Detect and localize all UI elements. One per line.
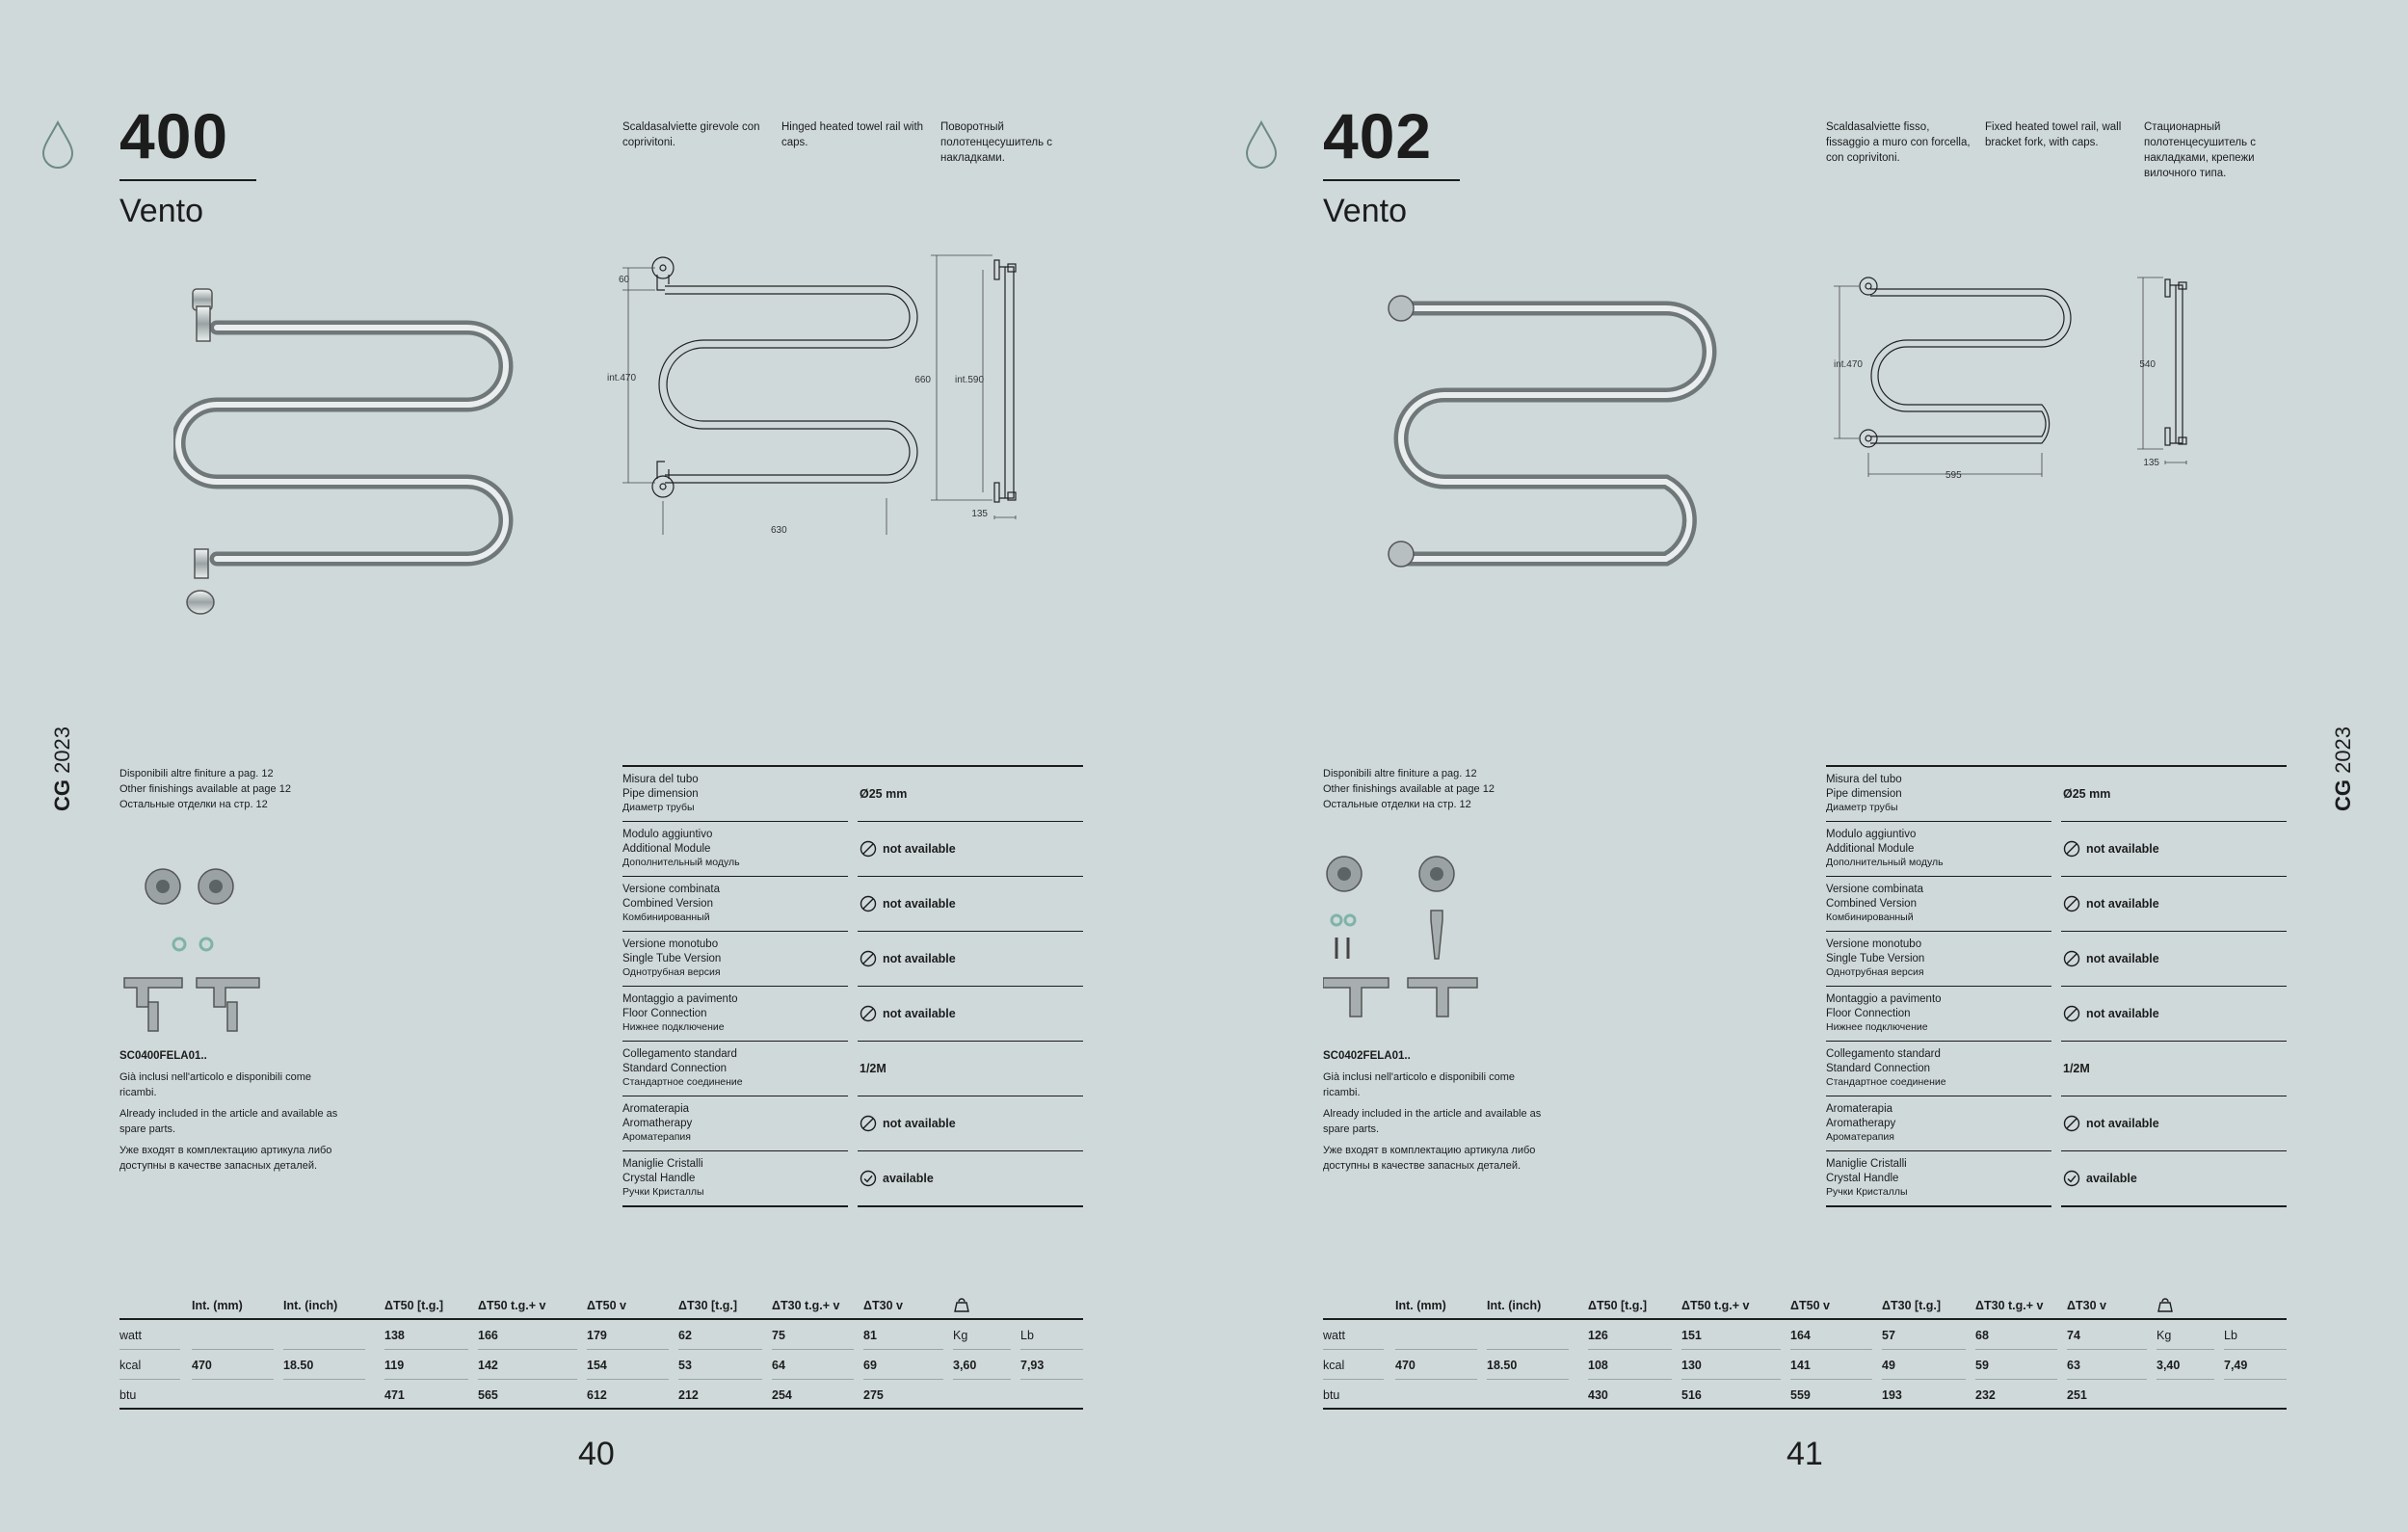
spec-value: not available [2063, 987, 2159, 1041]
table-cell: 193 [1882, 1388, 1902, 1402]
table-bottom-rule [1323, 1408, 2287, 1410]
spare-code: SC0400FELA01.. [119, 1050, 207, 1062]
spare-parts-note: Già inclusi nell'articolo e disponibili come ricambi. Already included in the article and available as spare parts. Уже входят в комплектацию артикула либо доступны в качестве запасных деталей. [1323, 1071, 1542, 1172]
table-header: ΔT30 v [2067, 1299, 2106, 1312]
technical-drawing [1801, 260, 2254, 491]
table-header: ΔT30 t.g.+ v [772, 1299, 840, 1312]
spare-code: SC0402FELA01.. [1323, 1050, 1411, 1062]
table-cell: 166 [478, 1329, 498, 1342]
row-label: kcal [119, 1359, 142, 1372]
product-photo [1377, 279, 1733, 578]
not-available-icon [860, 1115, 877, 1132]
table-cell: 68 [1975, 1329, 1989, 1342]
spec-label: Maniglie Cristalli Crystal Handle Ручки Кристаллы [1826, 1158, 1908, 1198]
description-en: Fixed heated towel rail, wall bracket fork, with caps. [1985, 121, 2122, 148]
dimension-height: 660 [914, 375, 931, 385]
dimension-depth: 135 [2143, 458, 2159, 468]
description-ru: Поворотный полотенцесушитель с накладками. [940, 121, 1053, 164]
table-cell: 612 [587, 1388, 607, 1402]
table-cell: 62 [678, 1329, 692, 1342]
spec-value: not available [860, 932, 956, 986]
description-it: Scaldasalviette fisso, fissaggio a muro con forcella, con coprivitoni. [1826, 121, 1971, 164]
spec-row [1826, 821, 2287, 876]
table-cell: 430 [1588, 1388, 1608, 1402]
table-cell: 212 [678, 1388, 699, 1402]
spec-value: not available [2063, 822, 2159, 876]
spec-value: 1/2M [860, 1062, 886, 1075]
row-label: watt [1323, 1329, 1345, 1342]
row-label: btu [119, 1388, 137, 1402]
table-cell: 108 [1588, 1359, 1608, 1372]
table-header: Int. (inch) [283, 1299, 338, 1312]
dimension-inner-height: int.470 [1833, 359, 1863, 370]
table-header: ΔT30 [t.g.] [678, 1299, 738, 1312]
spec-row [622, 767, 1083, 821]
dimension-width: 595 [1945, 470, 1962, 481]
spec-label: Versione combinata Combined Version Комбинированный [1826, 884, 1924, 923]
table-cell: 7,93 [1020, 1359, 1045, 1372]
page-number: 40 [578, 1436, 615, 1472]
row-label: kcal [1323, 1359, 1345, 1372]
spec-row [1826, 1096, 2287, 1150]
spec-value: 1/2M [2063, 1062, 2090, 1075]
table-header: Int. (inch) [1487, 1299, 1542, 1312]
table-cell: 470 [1395, 1359, 1416, 1372]
spec-row [622, 821, 1083, 876]
dimension-inner-height: int.470 [607, 373, 637, 383]
model-number: 400 [119, 100, 229, 172]
spec-row [622, 1096, 1083, 1150]
not-available-icon [2063, 950, 2080, 967]
table-cell: 7,49 [2224, 1359, 2248, 1372]
dimension-width: 630 [771, 525, 787, 535]
table-header: ΔT30 t.g.+ v [1975, 1299, 2044, 1312]
table-cell: 81 [863, 1329, 877, 1342]
table-cell: 3,40 [2157, 1359, 2181, 1372]
weight-icon [953, 1296, 970, 1313]
table-cell: 69 [863, 1359, 877, 1372]
table-row [119, 1380, 1083, 1410]
spec-label: Versione monotubo Single Tube Version Однотрубная версия [622, 938, 722, 978]
table-header: ΔT50 v [587, 1299, 626, 1312]
description-ru: Стационарный полотенцесушитель с накладками, крепежи вилочного типа. [2144, 121, 2257, 179]
description-en: Hinged heated towel rail with caps. [781, 121, 924, 148]
catalog-page-right [1204, 0, 2407, 1532]
not-available-icon [860, 950, 877, 967]
table-cell: 57 [1882, 1329, 1895, 1342]
spec-row [622, 876, 1083, 931]
table-cell: 126 [1588, 1329, 1608, 1342]
description-it: Scaldasalviette girevole con coprivitoni. [622, 121, 760, 148]
spec-value: Ø25 mm [2063, 787, 2111, 801]
title-divider [1323, 179, 1460, 181]
not-available-icon [2063, 1005, 2080, 1022]
spec-row [622, 1150, 1083, 1205]
spare-parts-note: Già inclusi nell'articolo e disponibili come ricambi. Already included in the article and available as spare parts. Уже входят в комплектацию артикула либо доступны в качестве запасных деталей. [119, 1071, 338, 1172]
weight-unit: Lb [1020, 1329, 1034, 1342]
table-cell: 75 [772, 1329, 785, 1342]
spec-label: Misura del tubo Pipe dimension Диаметр трубы [1826, 774, 1902, 813]
table-cell: 516 [1681, 1388, 1702, 1402]
spec-table [622, 765, 1083, 1207]
brand-year-label: CG 2023 [50, 726, 74, 811]
spec-value: not available [860, 877, 956, 931]
weight-unit: Lb [2224, 1329, 2237, 1342]
table-cell: 119 [384, 1359, 405, 1372]
table-cell: 254 [772, 1388, 792, 1402]
spec-label: Montaggio a pavimento Floor Connection Нижнее подключение [1826, 993, 1942, 1033]
spec-value: available [860, 1151, 934, 1205]
table-row [1323, 1350, 2287, 1380]
dimension-depth: 135 [971, 509, 988, 519]
water-drop-icon [40, 119, 75, 170]
technical-drawing [597, 246, 1050, 535]
spec-label: Collegamento standard Standard Connection Стандартное соединение [1826, 1048, 1946, 1088]
spec-value: not available [2063, 1096, 2159, 1150]
spec-label: Montaggio a pavimento Floor Connection Нижнее подключение [622, 993, 738, 1033]
table-cell: 251 [2067, 1388, 2087, 1402]
table-cell: 565 [478, 1388, 498, 1402]
table-header: ΔT50 v [1790, 1299, 1830, 1312]
table-header: ΔT50 [t.g.] [1588, 1299, 1648, 1312]
model-name: Vento [119, 193, 203, 229]
spare-parts-image [1323, 853, 1545, 1036]
table-row [1323, 1380, 2287, 1410]
table-cell: 59 [1975, 1359, 1989, 1372]
table-cell: 164 [1790, 1329, 1811, 1342]
not-available-icon [860, 895, 877, 912]
spec-label: Versione monotubo Single Tube Version Однотрубная версия [1826, 938, 1925, 978]
table-cell: 232 [1975, 1388, 1996, 1402]
table-header: ΔT50 t.g.+ v [1681, 1299, 1750, 1312]
water-drop-icon [1244, 119, 1279, 170]
table-cell: 470 [192, 1359, 212, 1372]
spec-value: not available [860, 987, 956, 1041]
available-icon [860, 1170, 877, 1187]
table-cell: 74 [2067, 1329, 2080, 1342]
weight-unit: Kg [953, 1329, 968, 1342]
row-label: watt [119, 1329, 142, 1342]
spec-row [622, 931, 1083, 986]
spare-parts-image [119, 853, 341, 1036]
table-cell: 151 [1681, 1329, 1702, 1342]
table-row [119, 1350, 1083, 1380]
dimension-top-offset: 60 [619, 275, 630, 285]
spec-row [1826, 876, 2287, 931]
table-cell: 142 [478, 1359, 498, 1372]
table-cell: 18.50 [283, 1359, 314, 1372]
spec-value: available [2063, 1151, 2137, 1205]
spec-value: not available [860, 822, 956, 876]
dimension-inner-height-side: int.590 [955, 375, 985, 385]
product-photo [173, 270, 530, 626]
spec-label: Maniglie Cristalli Crystal Handle Ручки Кристаллы [622, 1158, 704, 1198]
spec-row [1826, 767, 2287, 821]
model-number: 402 [1323, 100, 1433, 172]
table-cell: 559 [1790, 1388, 1811, 1402]
table-cell: 63 [2067, 1359, 2080, 1372]
finish-note: Disponibili altre finiture a pag. 12 Other finishings available at page 12 Остальные отделки на стр. 12 [119, 768, 291, 810]
table-row [1323, 1320, 2287, 1350]
table-header: Int. (mm) [1395, 1299, 1446, 1312]
available-icon [2063, 1170, 2080, 1187]
table-header: ΔT50 [t.g.] [384, 1299, 444, 1312]
table-row [119, 1320, 1083, 1350]
spec-row [1826, 931, 2287, 986]
spec-row [622, 1041, 1083, 1096]
spec-row [1826, 1041, 2287, 1096]
not-available-icon [2063, 840, 2080, 858]
dimension-height: 540 [2139, 359, 2156, 370]
title-divider [119, 179, 256, 181]
spec-row [1826, 1150, 2287, 1205]
table-header: Int. (mm) [192, 1299, 243, 1312]
table-cell: 141 [1790, 1359, 1811, 1372]
page-number: 41 [1786, 1436, 1823, 1472]
table-cell: 3,60 [953, 1359, 977, 1372]
table-header: ΔT50 t.g.+ v [478, 1299, 546, 1312]
model-name: Vento [1323, 193, 1407, 229]
spec-value: Ø25 mm [860, 787, 908, 801]
not-available-icon [2063, 895, 2080, 912]
table-header: ΔT30 [t.g.] [1882, 1299, 1942, 1312]
table-cell: 138 [384, 1329, 405, 1342]
table-cell: 130 [1681, 1359, 1702, 1372]
finish-note: Disponibili altre finiture a pag. 12 Other finishings available at page 12 Остальные отделки на стр. 12 [1323, 768, 1495, 810]
spec-label: Collegamento standard Standard Connection Стандартное соединение [622, 1048, 743, 1088]
spec-label: Modulo aggiuntivo Additional Module Дополнительный модуль [622, 829, 740, 868]
table-cell: 64 [772, 1359, 785, 1372]
row-label: btu [1323, 1388, 1340, 1402]
table-header: ΔT30 v [863, 1299, 903, 1312]
spec-label: Versione combinata Combined Version Комбинированный [622, 884, 721, 923]
table-cell: 275 [863, 1388, 884, 1402]
not-available-icon [860, 840, 877, 858]
brand-year-label: CG 2023 [2331, 726, 2355, 811]
spec-value: not available [860, 1096, 956, 1150]
not-available-icon [860, 1005, 877, 1022]
table-cell: 471 [384, 1388, 405, 1402]
table-cell: 179 [587, 1329, 607, 1342]
table-cell: 53 [678, 1359, 692, 1372]
spec-label: Aromaterapia Aromatherapy Ароматерапия [622, 1103, 693, 1143]
spec-label: Aromaterapia Aromatherapy Ароматерапия [1826, 1103, 1896, 1143]
spec-value: not available [2063, 877, 2159, 931]
spec-value: not available [2063, 932, 2159, 986]
spec-row [622, 986, 1083, 1041]
spec-label: Modulo aggiuntivo Additional Module Дополнительный модуль [1826, 829, 1944, 868]
spec-label: Misura del tubo Pipe dimension Диаметр трубы [622, 774, 699, 813]
weight-unit: Kg [2157, 1329, 2172, 1342]
table-cell: 18.50 [1487, 1359, 1518, 1372]
table-cell: 49 [1882, 1359, 1895, 1372]
not-available-icon [2063, 1115, 2080, 1132]
spec-table [1826, 765, 2287, 1207]
table-cell: 154 [587, 1359, 607, 1372]
spec-row [1826, 986, 2287, 1041]
table-bottom-rule [119, 1408, 1083, 1410]
weight-icon [2157, 1296, 2174, 1313]
